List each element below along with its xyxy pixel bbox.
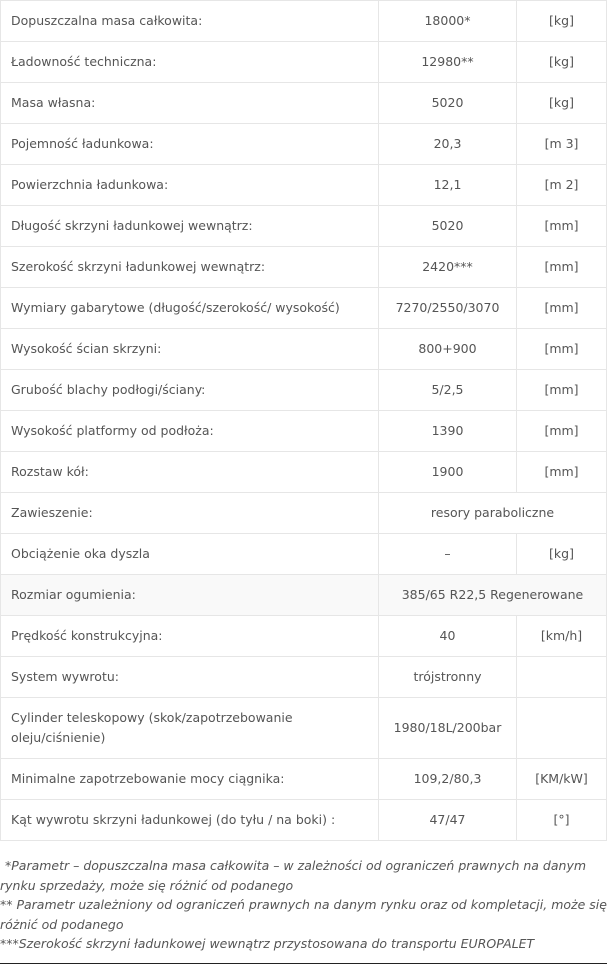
spec-unit: [mm] — [517, 370, 607, 411]
spec-value: 12,1 — [379, 165, 517, 206]
spec-label: Obciążenie oka dyszla — [1, 534, 379, 575]
footnotes — [0, 856, 607, 954]
spec-row — [1, 534, 607, 575]
spec-unit: [kg] — [517, 83, 607, 124]
spec-row — [1, 370, 607, 411]
spec-unit: [kg] — [517, 42, 607, 83]
spec-row — [1, 411, 607, 452]
spec-label: Szerokość skrzyni ładunkowej wewnątrz: — [1, 247, 379, 288]
spec-value: 109,2/80,3 — [379, 759, 517, 800]
spec-row — [1, 493, 607, 534]
spec-label: Minimalne zapotrzebowanie mocy ciągnika: — [1, 759, 379, 800]
divider — [0, 963, 607, 964]
spec-value: 1900 — [379, 452, 517, 493]
spec-label: Dopuszczalna masa całkowita: — [1, 1, 379, 42]
spec-row — [1, 247, 607, 288]
spec-value: 385/65 R22,5 Regenerowane — [379, 575, 607, 616]
spec-row — [1, 83, 607, 124]
spec-label: Prędkość konstrukcyjna: — [1, 616, 379, 657]
spec-row — [1, 165, 607, 206]
spec-unit: [kg] — [517, 1, 607, 42]
spec-label: Ładowność techniczna: — [1, 42, 379, 83]
spec-unit — [517, 698, 607, 759]
spec-unit — [517, 657, 607, 698]
spec-label: System wywrotu: — [1, 657, 379, 698]
spec-unit: [mm] — [517, 206, 607, 247]
spec-unit: [mm] — [517, 329, 607, 370]
spec-row — [1, 288, 607, 329]
spec-unit: [KM/kW] — [517, 759, 607, 800]
spec-label: Pojemność ładunkowa: — [1, 124, 379, 165]
spec-value: 1390 — [379, 411, 517, 452]
spec-value: 800+900 — [379, 329, 517, 370]
spec-value: resory paraboliczne — [379, 493, 607, 534]
spec-value: 5020 — [379, 83, 517, 124]
spec-value: trójstronny — [379, 657, 517, 698]
spec-row — [1, 42, 607, 83]
spec-unit: [m 3] — [517, 124, 607, 165]
spec-label: Kąt wywrotu skrzyni ładunkowej (do tyłu / na boki) : — [1, 800, 379, 841]
spec-value: 40 — [379, 616, 517, 657]
spec-unit: [mm] — [517, 288, 607, 329]
spec-unit: [°] — [517, 800, 607, 841]
spec-value: 5020 — [379, 206, 517, 247]
footnote-europallet: ***Szerokość skrzyni ładunkowej wewnątrz przystosowana do transportu EUROPALET — [0, 936, 535, 951]
footnote-max-mass: *Parametr – dopuszczalna masa całkowita – w zależności od ograniczeń prawnych na danym rynku sprzedaży, może się różnić od podanego — [0, 858, 587, 893]
spec-value: 12980** — [379, 42, 517, 83]
spec-label: Powierzchnia ładunkowa: — [1, 165, 379, 206]
spec-unit: [m 2] — [517, 165, 607, 206]
spec-value: 18000* — [379, 1, 517, 42]
spec-row — [1, 329, 607, 370]
spec-value: 20,3 — [379, 124, 517, 165]
spec-row — [1, 759, 607, 800]
spec-label: Wysokość ścian skrzyni: — [1, 329, 379, 370]
spec-row — [1, 698, 607, 759]
spec-unit: [mm] — [517, 452, 607, 493]
spec-row — [1, 657, 607, 698]
spec-label: Wymiary gabarytowe (długość/szerokość/ wysokość) — [1, 288, 379, 329]
spec-unit: [mm] — [517, 247, 607, 288]
spec-label: Zawieszenie: — [1, 493, 379, 534]
spec-value: 7270/2550/3070 — [379, 288, 517, 329]
spec-row — [1, 1, 607, 42]
spec-row — [1, 575, 607, 616]
spec-value: 2420*** — [379, 247, 517, 288]
spec-row — [1, 800, 607, 841]
spec-label: Cylinder teleskopowy (skok/zapotrzebowanie oleju/ciśnienie) — [1, 698, 379, 759]
spec-unit: [mm] — [517, 411, 607, 452]
spec-value: 47/47 — [379, 800, 517, 841]
spec-label: Grubość blachy podłogi/ściany: — [1, 370, 379, 411]
spec-row — [1, 452, 607, 493]
spec-unit: [kg] — [517, 534, 607, 575]
spec-row — [1, 124, 607, 165]
spec-label: Rozmiar ogumienia: — [1, 575, 379, 616]
spec-row — [1, 616, 607, 657]
spec-value: 5/2,5 — [379, 370, 517, 411]
spec-label: Rozstaw kół: — [1, 452, 379, 493]
spec-row — [1, 206, 607, 247]
spec-label: Masa własna: — [1, 83, 379, 124]
footnote-payload: ** Parametr uzależniony od ograniczeń prawnych na danym rynku oraz od kompletacji, może się różnić od podanego — [0, 897, 607, 932]
spec-value: – — [379, 534, 517, 575]
spec-label: Wysokość platformy od podłoża: — [1, 411, 379, 452]
spec-value: 1980/18L/200bar — [379, 698, 517, 759]
spec-label: Długość skrzyni ładunkowej wewnątrz: — [1, 206, 379, 247]
spec-unit: [km/h] — [517, 616, 607, 657]
